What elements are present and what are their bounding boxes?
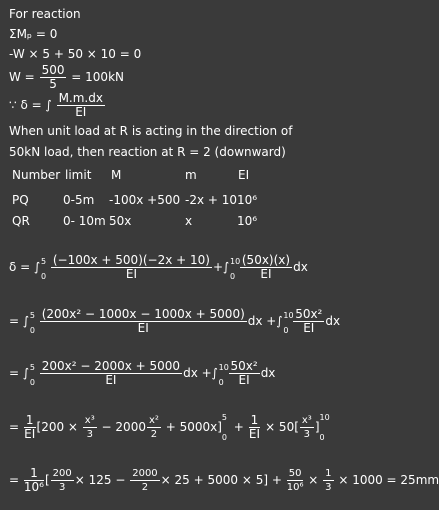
eq2-den-2: EI: [303, 321, 315, 335]
delta-definition: [9, 92, 106, 119]
eq2-lhs: =: [9, 314, 23, 328]
eq4-frac-1: [24, 414, 36, 441]
eval-bounds: 5 0: [221, 412, 228, 442]
eq5-frac-50: [287, 467, 304, 494]
eq1-den-1: EI: [125, 267, 137, 281]
eq5-200-den: 3: [59, 482, 66, 493]
eq1-plus: +: [212, 260, 224, 274]
eq2-mid: dx +: [247, 314, 277, 328]
cell-ei: 10⁶: [237, 214, 258, 228]
eq5-lhs: =: [9, 473, 23, 487]
integral-sign: ∫ 5 0: [34, 256, 47, 281]
eq1-num-1: (−100x + 500)(−2x + 10): [52, 253, 210, 267]
eq3-den-1: EI: [105, 373, 117, 387]
eq3-num-1: 200x² − 2000x + 5000: [41, 359, 181, 373]
header-ei: EI: [238, 168, 250, 182]
eq5-num-1: 1: [24, 467, 44, 481]
eq2-frac-1: [40, 308, 247, 335]
eq5-result: × 1000 = 25mm: [334, 473, 439, 487]
eval-bounds: 10 0: [319, 412, 330, 442]
header-m-upper: M: [111, 168, 122, 182]
equation-2: [9, 308, 340, 335]
eq5-part-2: × 125 −: [74, 473, 130, 487]
eq5-2000-num: 2000: [132, 468, 158, 479]
integral-sign: ∫ 10 0: [211, 362, 229, 387]
eq5-den-1: 10⁶: [23, 480, 44, 494]
eq5-200-num: 200: [52, 468, 72, 479]
cell-member: QR: [12, 214, 30, 228]
eq3-num-2: 50x²: [230, 359, 258, 373]
header-limit: limit: [65, 168, 92, 182]
eq4-plus: +: [229, 420, 248, 434]
eq5-2000-den: 2: [141, 482, 149, 493]
integral-sign: ∫ 5 0: [22, 362, 35, 387]
eq4-num-2: 1: [250, 413, 259, 427]
w-fraction: [40, 64, 67, 91]
eq2-den-1: EI: [137, 321, 149, 335]
eq4-num-1: 1: [25, 413, 34, 427]
eq4-x3b-den: 3: [303, 429, 311, 440]
eq4-x3-den: 3: [86, 429, 93, 440]
eq5-frac-third: [323, 467, 333, 494]
moment-eq: -W × 5 + 50 × 10 = 0: [9, 47, 142, 61]
eq3-den-2: EI: [238, 373, 250, 387]
equation-3: [9, 360, 275, 387]
eq4-frac-x3b: [300, 414, 314, 441]
eq5-frac-200: [51, 467, 74, 494]
equation-4: [9, 414, 332, 441]
integral-sign: ∫ 10 0: [223, 256, 241, 281]
text-reaction-r: 50kN load, then reaction at R = 2 (downward): [9, 145, 286, 159]
cell-limit: 0-5m: [63, 193, 95, 207]
eq5-50-den: 10⁶: [286, 482, 304, 493]
integral-sign: ∫ 10 0: [276, 310, 294, 335]
eq3-tail: dx: [260, 366, 276, 380]
eq1-frac-1: [51, 254, 212, 281]
cell-moment: -100x +500: [109, 193, 181, 207]
w-lhs: W =: [9, 70, 39, 84]
eq4-x2-num: x²: [148, 415, 159, 426]
eq4-part-2: − 2000: [97, 420, 146, 434]
cell-member: PQ: [12, 193, 29, 207]
eq2-num-1: (200x² − 1000x − 1000x + 5000): [41, 307, 245, 321]
eq4-frac-x3: [83, 414, 97, 441]
eq2-num-2: 50x²: [295, 307, 323, 321]
text-for-reaction: For reaction: [9, 7, 81, 21]
eq5-frac-2000: [130, 467, 159, 494]
eq4-x2-den: 2: [150, 429, 158, 440]
equation-1: [9, 254, 308, 281]
eq1-lhs: δ =: [9, 260, 35, 274]
eq4-part-1: [200 ×: [36, 420, 82, 434]
cell-limit: 0- 10m: [63, 214, 106, 228]
cell-unit-moment: x: [185, 214, 193, 228]
cell-unit-moment: -2x + 10: [185, 193, 238, 207]
w-frac-den: 5: [49, 77, 57, 91]
eq1-frac-2: [240, 254, 292, 281]
cell-moment: 50x: [109, 214, 132, 228]
delta-lhs: ∵ δ = ∫: [9, 98, 52, 112]
header-m-lower: m: [185, 168, 197, 182]
eq5-frac-1: [24, 467, 44, 494]
moment-sum-eq: ΣMₚ = 0: [9, 27, 58, 41]
eq4-frac-2: [249, 414, 261, 441]
eq4-part-5: ]: [314, 420, 320, 434]
text-unit-load: When unit load at R is acting in the direction of: [9, 124, 293, 138]
w-frac-num: 500: [41, 63, 65, 77]
equation-5: [9, 467, 439, 494]
eq5-part-1: [: [44, 473, 50, 487]
eq4-frac-x2: [147, 414, 161, 441]
eq2-tail: dx: [325, 314, 341, 328]
eq2-frac-2: [293, 308, 324, 335]
delta-frac-den: EI: [75, 105, 87, 119]
eq4-part-4: × 50[: [261, 420, 299, 434]
eq4-part-3: + 5000x]: [161, 420, 222, 434]
eq5-third-den: 3: [325, 482, 332, 493]
eq3-lhs: =: [9, 366, 23, 380]
eq5-third-num: 1: [325, 468, 332, 479]
eq4-den-2: EI: [248, 427, 260, 441]
eq5-part-3: × 25 + 5000 × 5] +: [160, 473, 286, 487]
header-number: Number: [12, 168, 61, 182]
eq1-den-2: EI: [260, 267, 272, 281]
eq5-part-4: ×: [304, 473, 323, 487]
eq1-tail: dx: [293, 260, 308, 274]
delta-frac-num: M.m.dx: [58, 91, 103, 105]
eq5-50-num: 50: [288, 468, 302, 479]
eq4-lhs: =: [9, 420, 23, 434]
eq3-frac-1: [40, 360, 182, 387]
cell-ei: 10⁶: [237, 193, 258, 207]
integral-sign: ∫ 5 0: [22, 310, 35, 335]
eq3-mid: dx +: [183, 366, 212, 380]
eq1-num-2: (50x)(x): [241, 253, 291, 267]
eq4-den-1: EI: [24, 427, 36, 441]
eq4-x3b-num: x³: [301, 415, 312, 426]
eq4-x3-num: x³: [84, 415, 95, 426]
delta-fraction: [57, 92, 105, 119]
eq3-frac-2: [229, 360, 260, 387]
w-equation: [9, 64, 124, 91]
w-result: = 100kN: [71, 70, 124, 84]
